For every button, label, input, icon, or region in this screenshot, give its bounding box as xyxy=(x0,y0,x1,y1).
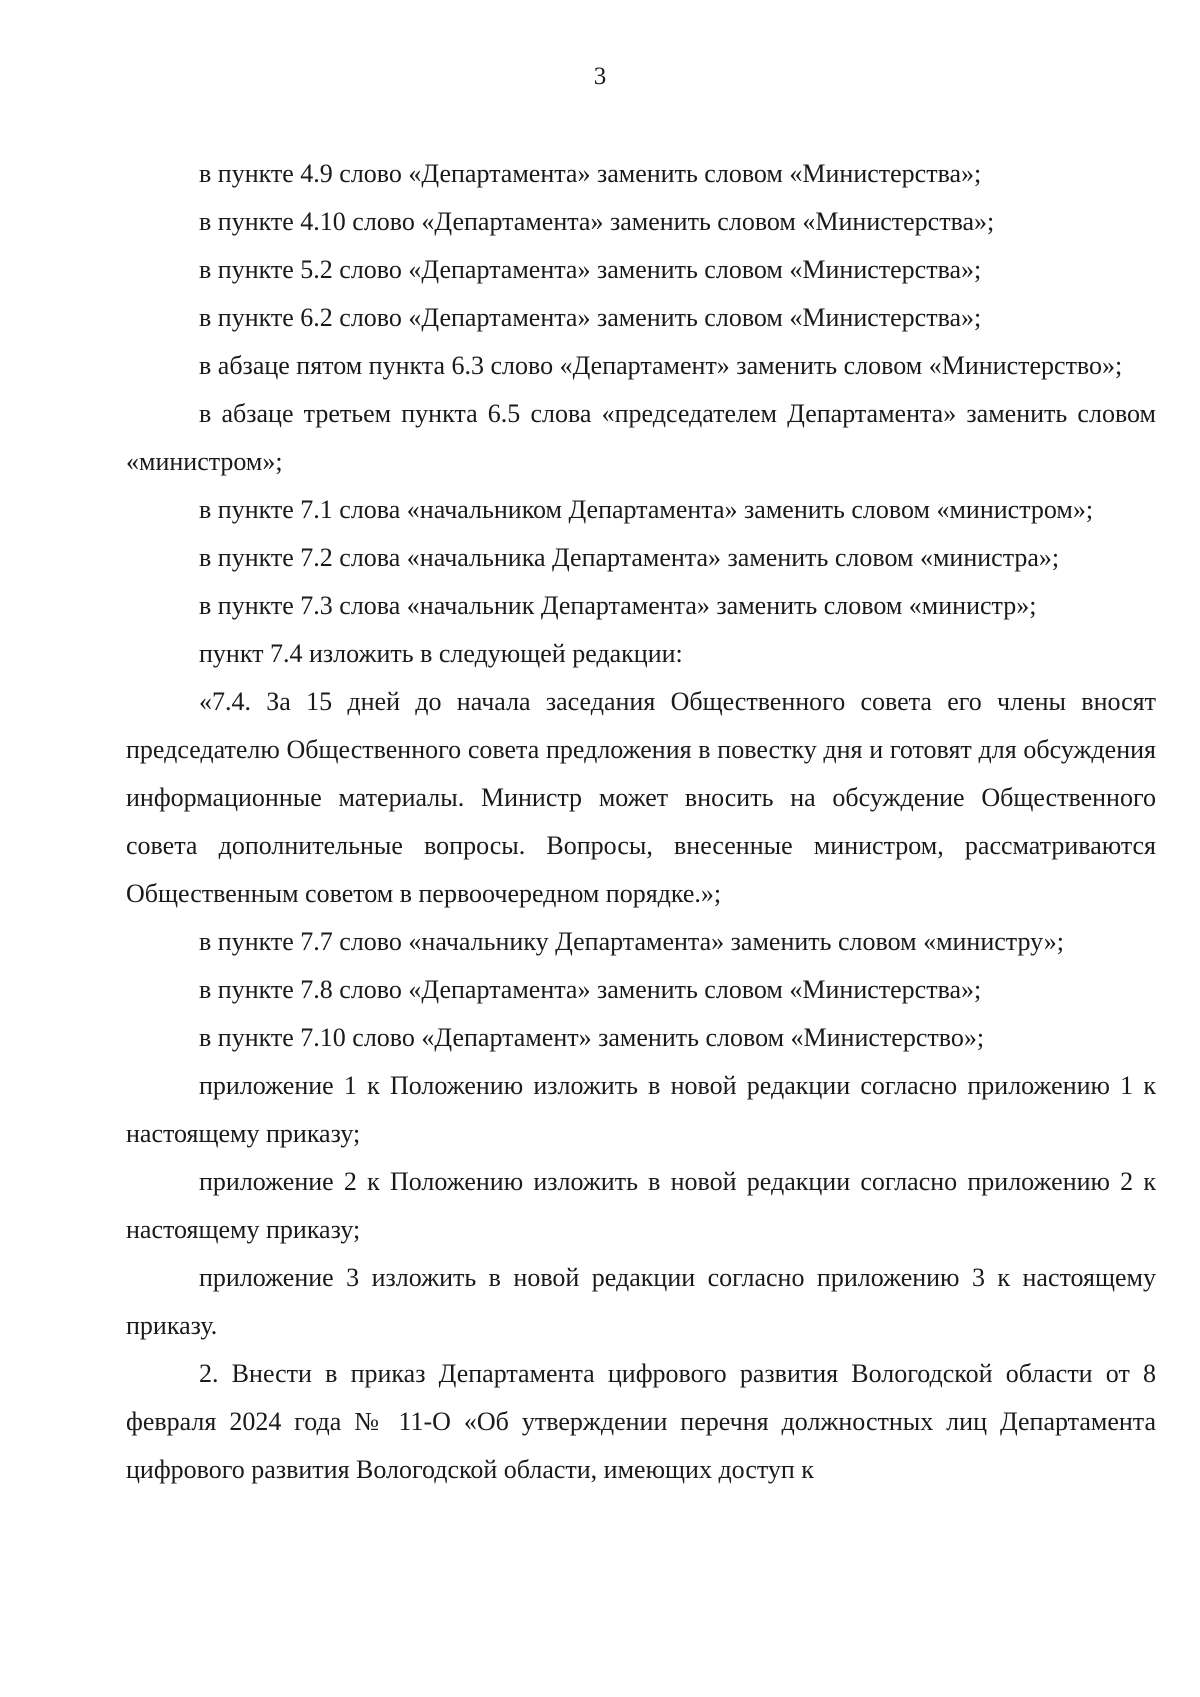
document-body xyxy=(126,150,1156,1494)
paragraph-item-7-4-text: «7.4. За 15 дней до начала заседания Общественного совета его члены вносят председателю Общественного совета предложения в повестку дня и готовят для обсуждения информационные материалы. Министр может вносить на обсуждение Общественного совета дополнительные вопросы. Вопросы, внесенные министром, рассматриваются Общественным советом в первоочередном порядке.»; xyxy=(126,687,1156,908)
paragraph-item-6-3: в абзаце пятом пункта 6.3 слово «Департамент» заменить словом «Министерство»; xyxy=(199,351,1123,380)
paragraph-item-4-9: в пункте 4.9 слово «Департамента» заменить словом «Министерства»; xyxy=(199,159,982,188)
paragraph-item-7-7: в пункте 7.7 слово «начальнику Департамента» заменить словом «министру»; xyxy=(199,927,1065,956)
paragraph-appendix-1: приложение 1 к Положению изложить в новой редакции согласно приложению 1 к настоящему приказу; xyxy=(126,1071,1156,1148)
paragraph-item-7-8: в пункте 7.8 слово «Департамента» заменить словом «Министерства»; xyxy=(199,975,982,1004)
paragraph-item-7-1: в пункте 7.1 слова «начальником Департамента» заменить словом «министром»; xyxy=(199,495,1094,524)
paragraph-item-6-2: в пункте 6.2 слово «Департамента» заменить словом «Министерства»; xyxy=(199,303,982,332)
paragraph-item-7-4-intro: пункт 7.4 изложить в следующей редакции: xyxy=(199,639,683,668)
paragraph-appendix-3: приложение 3 изложить в новой редакции согласно приложению 3 к настоящему приказу. xyxy=(126,1263,1156,1340)
paragraph-item-7-10: в пункте 7.10 слово «Департамент» заменить словом «Министерство»; xyxy=(199,1023,985,1052)
paragraph-item-4-10: в пункте 4.10 слово «Департамента» заменить словом «Министерства»; xyxy=(199,207,995,236)
page-number: 3 xyxy=(593,63,607,90)
paragraph-item-6-5: в абзаце третьем пункта 6.5 слова «председателем Департамента» заменить словом «министром»; xyxy=(126,399,1156,476)
paragraph-section-2: 2. Внести в приказ Департамента цифрового развития Вологодской области от 8 февраля 2024 года № 11-О «Об утверждении перечня должностных лиц Департамента цифрового развития Вологодской области, имеющих доступ к xyxy=(126,1359,1156,1484)
paragraph-item-7-2: в пункте 7.2 слова «начальника Департамента» заменить словом «министра»; xyxy=(199,543,1060,572)
paragraph-appendix-2: приложение 2 к Положению изложить в новой редакции согласно приложению 2 к настоящему приказу; xyxy=(126,1167,1156,1244)
paragraph-item-5-2: в пункте 5.2 слово «Департамента» заменить словом «Министерства»; xyxy=(199,255,982,284)
paragraph-item-7-3: в пункте 7.3 слова «начальник Департамента» заменить словом «министр»; xyxy=(199,591,1037,620)
